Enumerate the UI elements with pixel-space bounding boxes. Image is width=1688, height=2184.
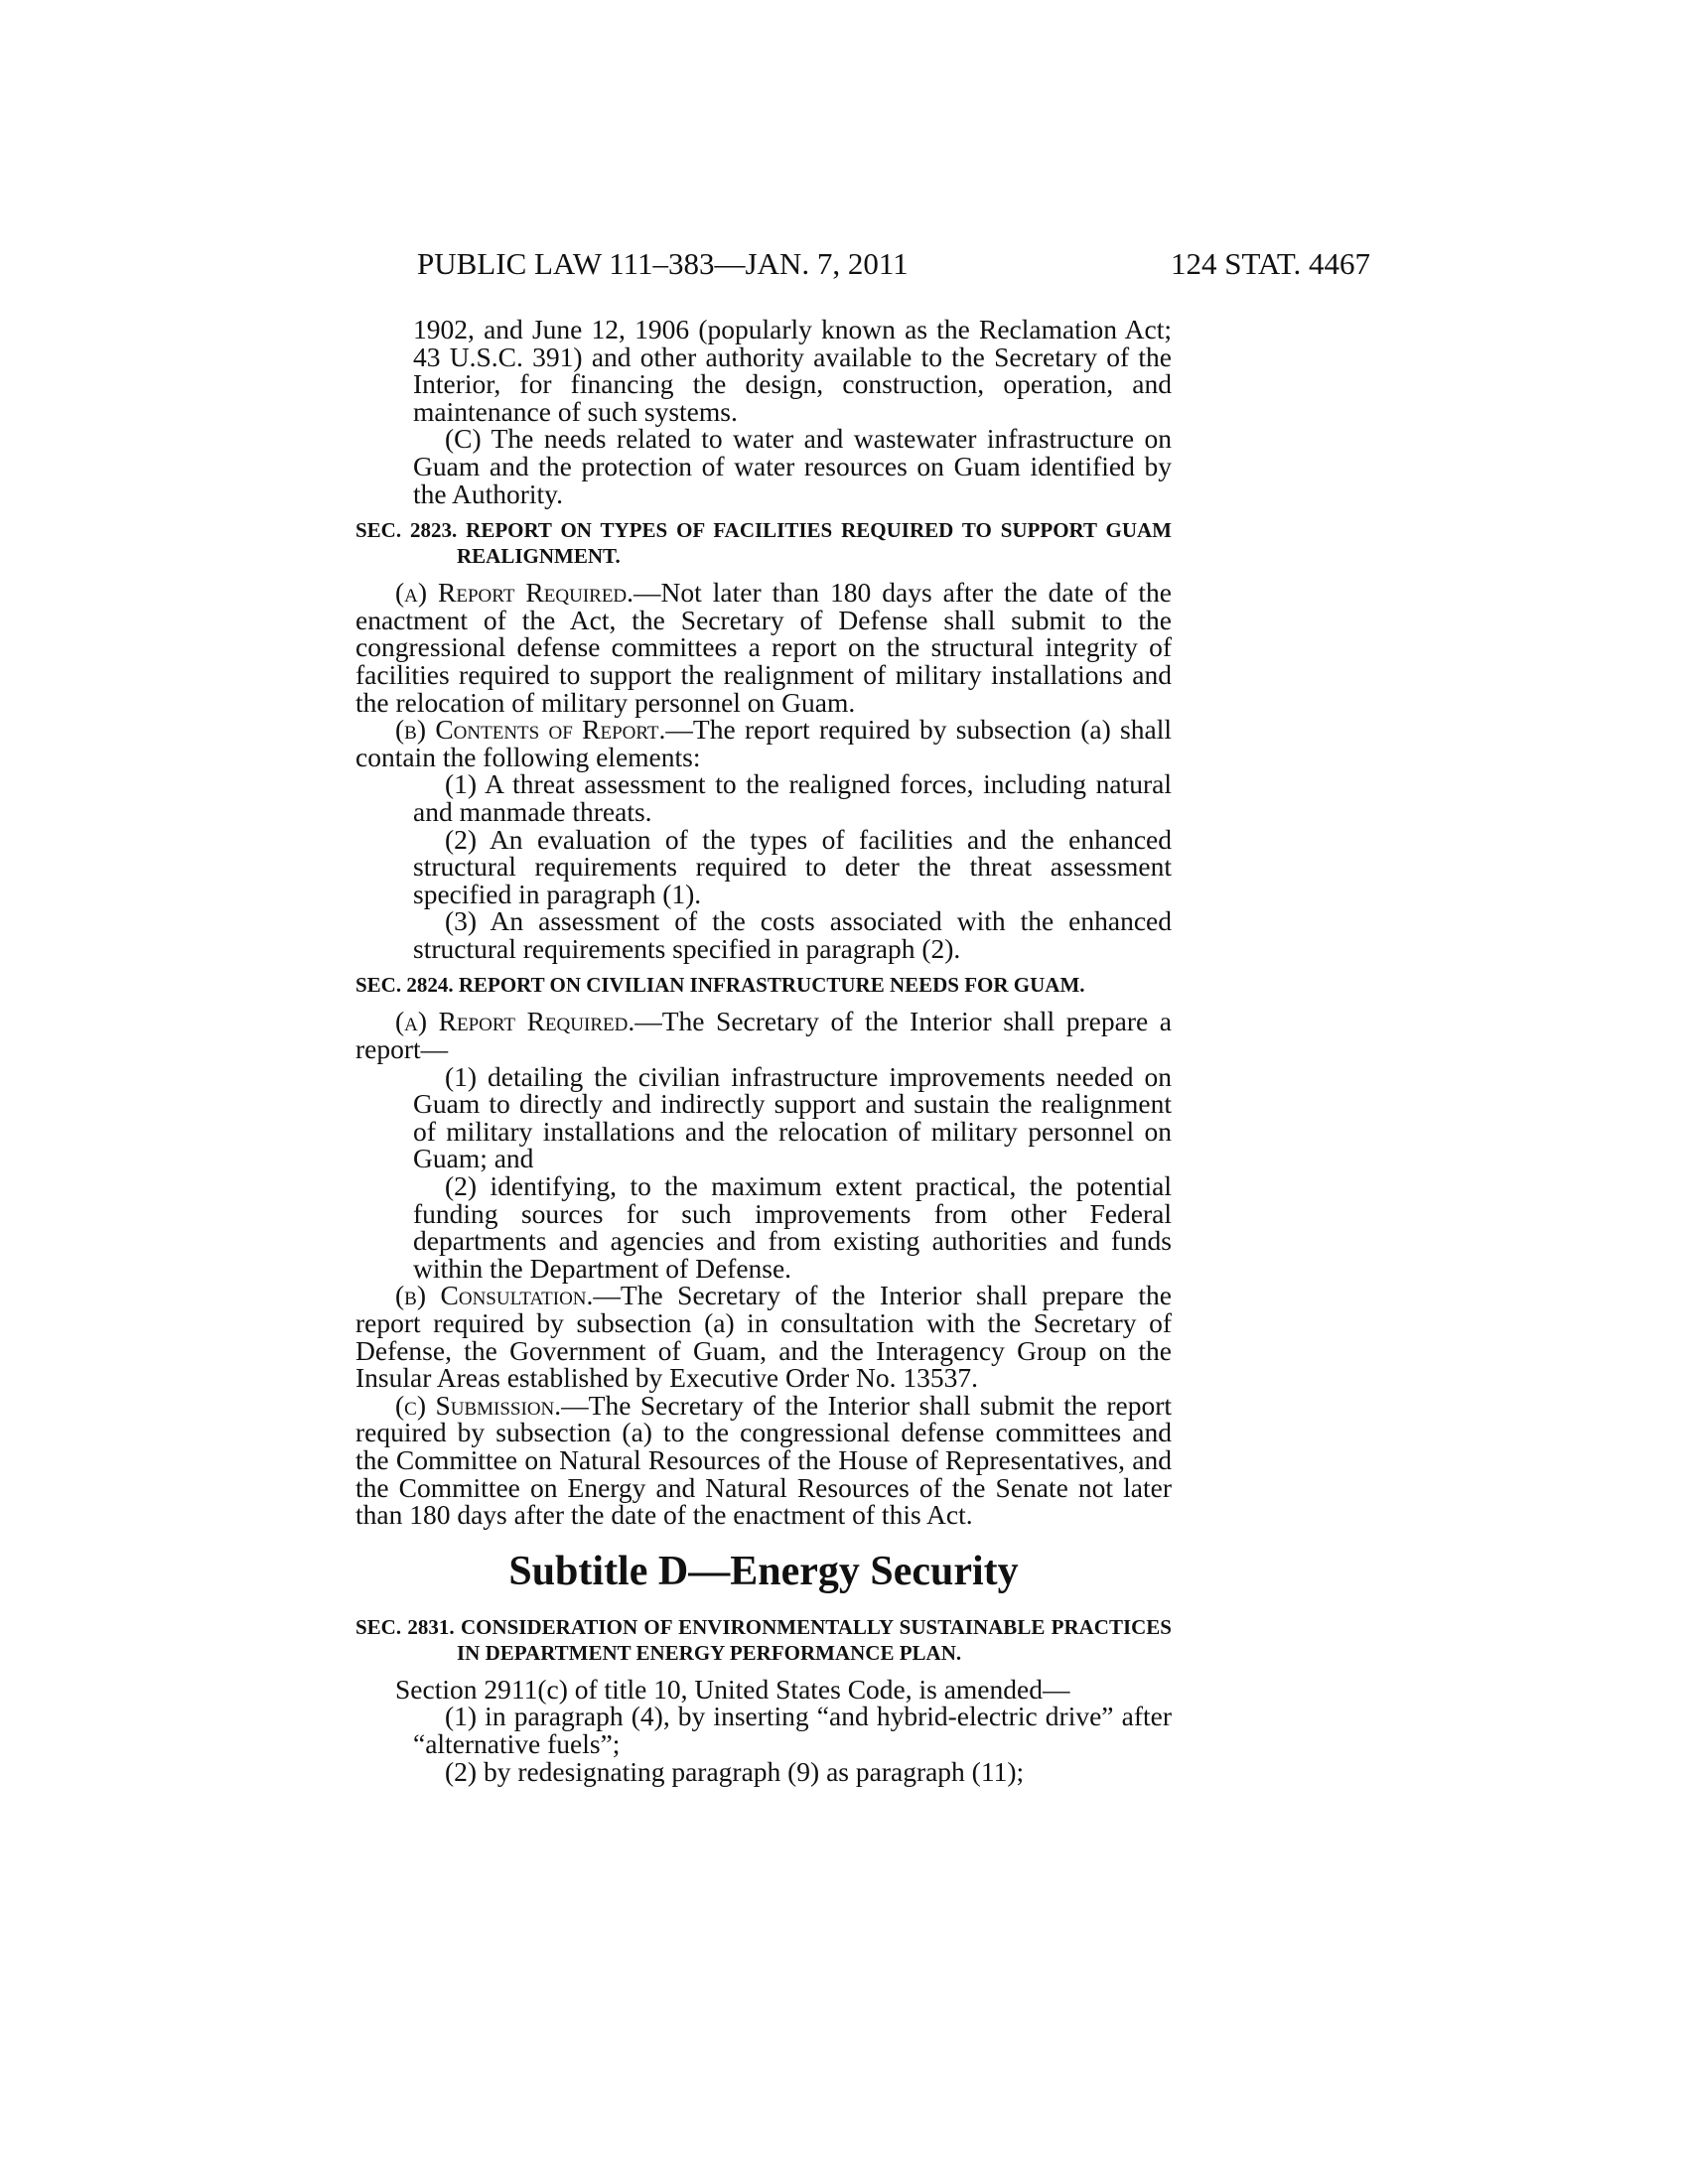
document-body bbox=[355, 316, 1172, 1785]
statute-page-number: 124 STAT. 4467 bbox=[1170, 246, 1370, 281]
section-2824-b-label: (b) Consultation. bbox=[395, 1280, 594, 1311]
section-2823-a-label: (a) Report Required. bbox=[395, 577, 634, 609]
section-2823-b2: (2) An evaluation of the types of facilities and the enhanced structural requirements required to deter the threat assessment specified in paragraph (1). bbox=[413, 823, 1172, 909]
section-2824-a-text: —The Secretary of the Interior shall prepare a report— bbox=[355, 1006, 1172, 1065]
section-2823-b bbox=[355, 716, 1172, 770]
section-2824-c bbox=[355, 1389, 1172, 1531]
section-2823-a-text: —Not later than 180 days after the date of the enactment of the Act, the Secretary of Defense shall submit to the congressional defense committees a report on the structural integrity of facilities required to support the realignment of military installations and the relocation of military personnel on Guam. bbox=[355, 577, 1172, 718]
section-2831-heading: SEC. 2831. CONSIDERATION OF ENVIRONMENTALLY SUSTAINABLE PRACTICES IN DEPARTMENT ENERGY PERFORMANCE PLAN. bbox=[355, 1614, 1172, 1665]
section-2824-b-text: —The Secretary of the Interior shall prepare the report required by subsection (a) in consultation with the Secretary of Defense, the Government of Guam, and the Interagency Group on the Insular Areas established by Executive Order No. 13537. bbox=[355, 1280, 1172, 1394]
section-2823-a bbox=[355, 579, 1172, 716]
section-2823-b3: (3) An assessment of the costs associated with the enhanced structural requirements specified in paragraph (2). bbox=[413, 905, 1172, 964]
section-2823-b1: (1) A threat assessment to the realigned forces, including natural and manmade threats. bbox=[413, 768, 1172, 827]
section-2831-item-1: (1) in paragraph (4), by inserting “and hybrid-electric drive” after “alternative fuels”; bbox=[413, 1701, 1172, 1759]
section-2824-c-label: (c) Submission. bbox=[395, 1389, 562, 1421]
section-2824-a-label: (a) Report Required. bbox=[395, 1006, 635, 1037]
section-2824-a2: (2) identifying, to the maximum extent practical, the potential funding sources for such improvements from other Federal departments and agencies and from existing authorities and funds within the Department of Defense. bbox=[413, 1170, 1172, 1284]
section-2824-c-text: —The Secretary of the Interior shall submit the report required by subsection (a) to the congressional defense committees and the Committee on Natural Resources of the House of Representatives, and the Committee on Energy and Natural Resources of the Senate not later than 180 days after the date of the enactment of this Act. bbox=[355, 1389, 1172, 1531]
section-2823-b-text: —The report required by subsection (a) shall contain the following elements: bbox=[355, 714, 1173, 772]
section-2824-b bbox=[355, 1280, 1172, 1394]
section-2824-a bbox=[355, 1006, 1172, 1065]
paragraph-c-water-needs: (C) The needs related to water and wastewater infrastructure on Guam and the protection of water resources on Guam identified by the Authority. bbox=[413, 423, 1172, 509]
paragraph-reclamation-continuation: 1902, and June 12, 1906 (popularly known as the Reclamation Act; 43 U.S.C. 391) and other authority available to the Secretary of the Interior, for financing the design, construction, operation, and maintenance of such systems. bbox=[413, 314, 1172, 427]
section-2823-b-label: (b) Contents of Report. bbox=[395, 714, 666, 746]
subtitle-heading: Subtitle D—Energy Security bbox=[508, 1548, 1019, 1594]
public-law-citation: PUBLIC LAW 111–383—JAN. 7, 2011 bbox=[417, 246, 909, 281]
section-2824-heading: SEC. 2824. REPORT ON CIVILIAN INFRASTRUCTURE NEEDS FOR GUAM. bbox=[355, 973, 1085, 998]
section-2831-item-2: (2) by redesignating paragraph (9) as paragraph (11); bbox=[445, 1755, 1025, 1787]
section-2831-intro: Section 2911(c) of title 10, United States Code, is amended— bbox=[395, 1673, 1070, 1705]
section-2824-a1: (1) detailing the civilian infrastructure improvements needed on Guam to directly and indirectly support and sustain the realignment of military installations and the relocation of military personnel on Guam; and bbox=[413, 1060, 1172, 1174]
section-2823-heading: SEC. 2823. REPORT ON TYPES OF FACILITIES REQUIRED TO SUPPORT GUAM REALIGNMENT. bbox=[355, 518, 1172, 569]
page-header bbox=[417, 244, 1370, 284]
